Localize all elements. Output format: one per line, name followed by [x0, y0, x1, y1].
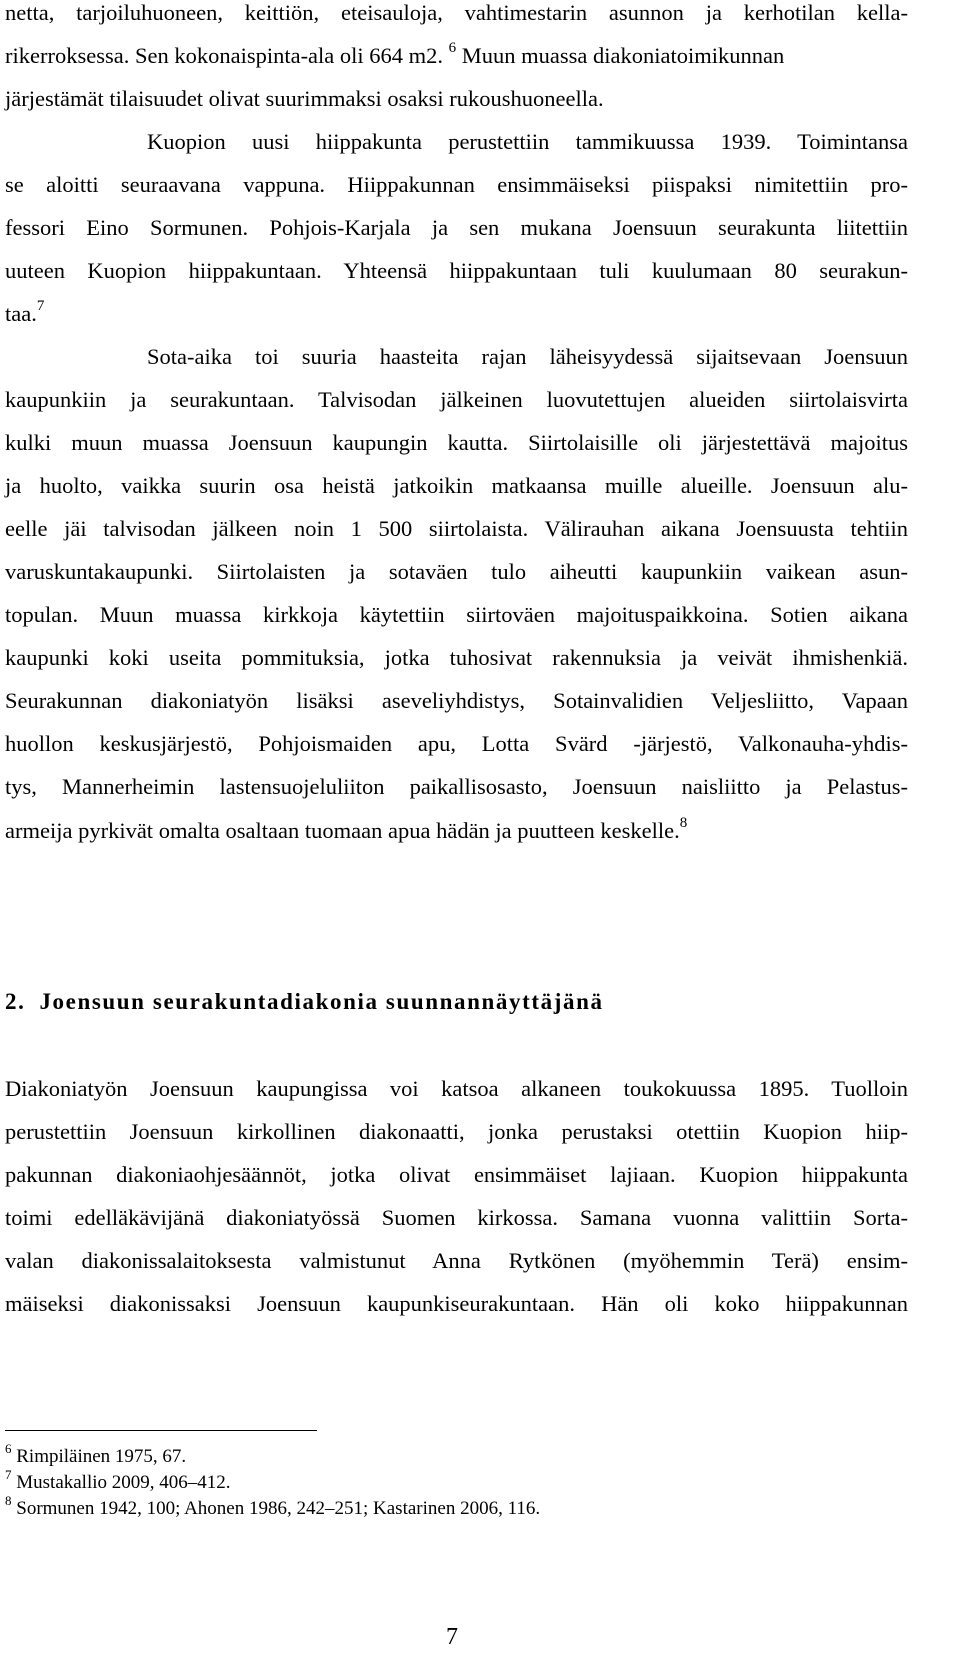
body-line: pakunnan diakoniaohjesäännöt, jotka olivat ensimmäiset lajiaan. Kuopion hiippakunta — [5, 1162, 908, 1187]
body-line: se aloitti seuraavana vappuna. Hiippakunnan ensimmäiseksi piispaksi nimitettiin pro- — [5, 172, 908, 197]
section-heading — [5, 989, 604, 1015]
body-line: toimi edelläkävijänä diakoniatyössä Suomen kirkossa. Samana vuonna valittiin Sorta- — [5, 1205, 908, 1230]
body-line: topulan. Muun muassa kirkkoja käytettiin siirtoväen majoituspaikkoina. Sotien aikana — [5, 602, 908, 627]
footnote-ref: 8 — [679, 814, 688, 831]
footnote — [5, 1466, 231, 1495]
body-line — [5, 41, 908, 71]
body-text: Muun muassa diakoniatoimikunnan — [461, 43, 785, 68]
body-line: valan diakonissalaitoksesta valmistunut Anna Rytkönen (myöhemmin Terä) ensim- — [5, 1248, 908, 1273]
footnote-mark: 7 — [5, 1466, 12, 1482]
footnote-mark: 6 — [5, 1440, 12, 1456]
footnote-ref: 7 — [36, 297, 45, 314]
body-line: järjestämät tilaisuudet olivat suurimmaksi osaksi rukoushuoneella. — [5, 86, 604, 111]
footnote-divider — [5, 1430, 317, 1431]
footnote-text: Rimpiläinen 1975, 67. — [16, 1446, 187, 1467]
body-line: eelle jäi talvisodan jälkeen noin 1 500 siirtolaista. Välirauhan aikana Joensuusta tehtiin — [5, 516, 908, 541]
footnote — [5, 1440, 187, 1469]
body-line: mäiseksi diakonissaksi Joensuun kaupunkiseurakuntaan. Hän oli koko hiippakunnan — [5, 1291, 908, 1316]
body-line: kaupunki koki useita pommituksia, jotka tuhosivat rakennuksia ja veivät ihmishenkiä. — [5, 645, 908, 670]
footnote-text: Mustakallio 2009, 406–412. — [16, 1472, 231, 1493]
body-line: uuteen Kuopion hiippakuntaan. Yhteensä hiippakuntaan tuli kuulumaan 80 seurakun- — [5, 258, 908, 283]
body-line: perustettiin Joensuun kirkollinen diakonaatti, jonka perustaksi otettiin Kuopion hiip- — [5, 1119, 908, 1144]
footnote-ref: 6 — [448, 39, 457, 56]
body-line — [5, 299, 908, 329]
body-line: Kuopion uusi hiippakunta perustettiin tammikuussa 1939. Toimintansa — [147, 129, 908, 154]
section-number: 2. — [5, 989, 26, 1014]
body-line: varuskuntakaupunki. Siirtolaisten ja sotaväen tulo aiheutti kaupunkiin vaikean asun- — [5, 559, 908, 584]
body-line: kaupunkiin ja seurakuntaan. Talvisodan jälkeinen luovutettujen alueiden siirtolaisvirta — [5, 387, 908, 412]
body-line — [5, 816, 908, 846]
footnote-text: Sormunen 1942, 100; Ahonen 1986, 242–251; Kastarinen 2006, 116. — [16, 1498, 541, 1519]
body-line: Seurakunnan diakoniatyön lisäksi aseveliyhdistys, Sotainvalidien Veljesliitto, Vapaan — [5, 688, 908, 713]
page-number: 7 — [446, 1624, 458, 1650]
body-line: huollon keskusjärjestö, Pohjoismaiden apu, Lotta Svärd -järjestö, Valkonauha-yhdis- — [5, 731, 908, 756]
body-line: Sota-aika toi suuria haasteita rajan läheisyydessä sijaitsevaan Joensuun — [147, 344, 908, 369]
footnote-mark: 8 — [5, 1492, 12, 1508]
body-line: kulki muun muassa Joensuun kaupungin kautta. Siirtolaisille oli järjestettävä majoitus — [5, 430, 908, 455]
body-line: ja huolto, vaikka suurin osa heistä jatkoikin matkaansa muille alueille. Joensuun alu- — [5, 473, 908, 498]
section-title: Joensuun seurakuntadiakonia suunnannäyttäjänä — [39, 989, 604, 1014]
body-text: taa. — [5, 301, 37, 326]
body-line: netta, tarjoiluhuoneen, keittiön, eteisauloja, vahtimestarin asunnon ja kerhotilan kella- — [5, 0, 908, 25]
body-line: fessori Eino Sormunen. Pohjois-Karjala ja sen mukana Joensuun seurakunta liitettiin — [5, 215, 908, 240]
body-text: armeija pyrkivät omalta osaltaan tuomaan apua hädän ja puutteen keskelle. — [5, 818, 680, 843]
body-text: rikerroksessa. Sen kokonaispinta-ala oli 664 m2. — [5, 43, 444, 68]
footnote — [5, 1492, 541, 1521]
body-line: Diakoniatyön Joensuun kaupungissa voi katsoa alkaneen toukokuussa 1895. Tuolloin — [5, 1076, 908, 1101]
body-line: tys, Mannerheimin lastensuojeluliiton paikallisosasto, Joensuun naisliitto ja Pelastus- — [5, 774, 908, 799]
